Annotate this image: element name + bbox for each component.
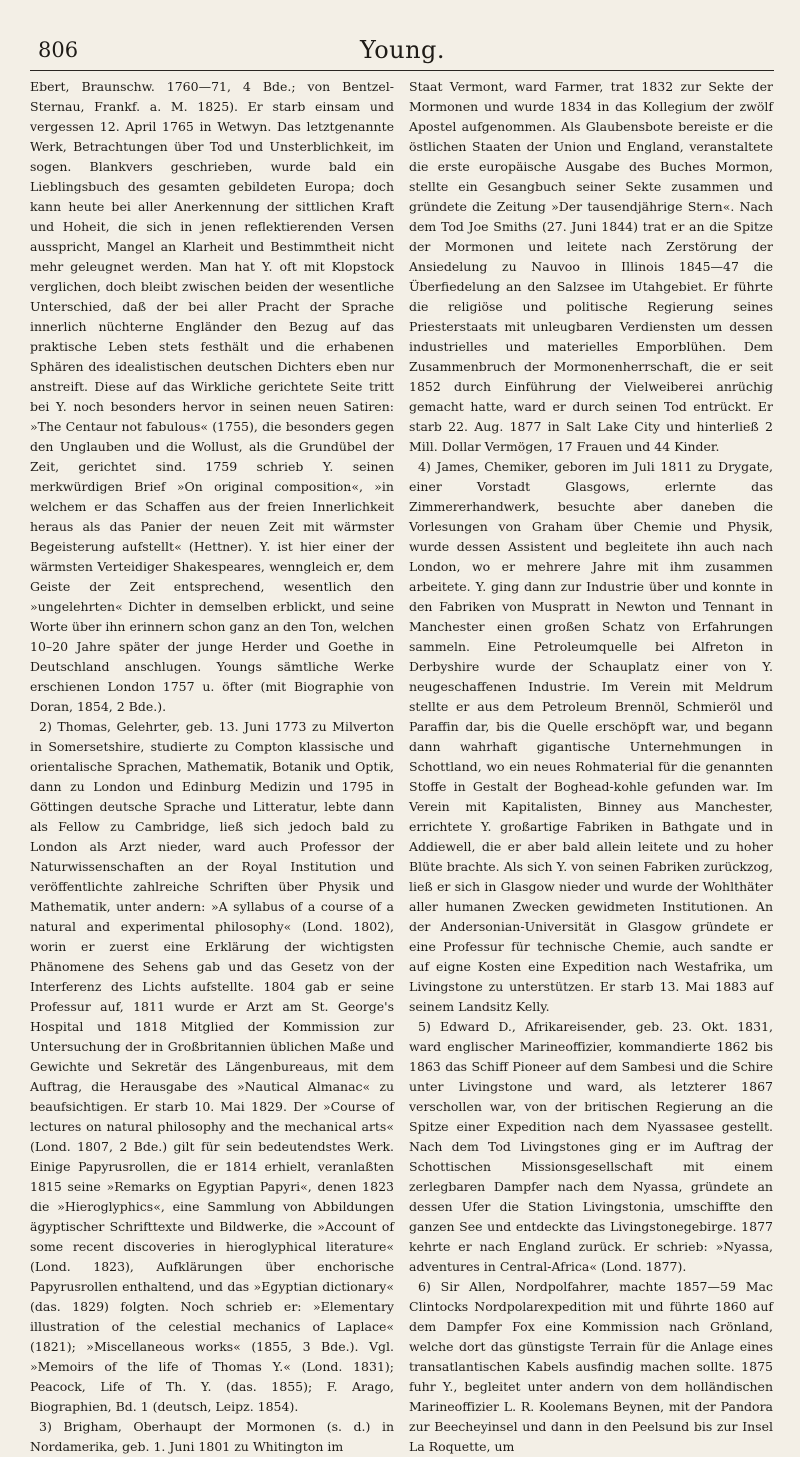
entry-paragraph: Staat Vermont, ward Farmer, trat 1832 zur Sekte der Mormonen und wurde 1834 in das Kollegium der zwölf Apostel aufgenommen. Als Glaubensbote bereiste er die östlichen Staaten der Union und England, veranstaltete die erste europäische Ausgabe des Buches Mormon, stellte ein Gesangbuch seiner Sekte zusammen und gründete die Zeitung »Der tausendjährige Stern«. Nach dem Tod Joe Smiths (27. Juni 1844) trat er an die Spitze der Mormonen und leitete nach Zerstörung der Ansiedelung zu Nauvoo in Illinois 1845—47 die Überfiedelung an den Salzsee im Utahgebiet. Er führte die religiöse und politische Regierung seines Priesterstaats mit unleugbaren Verdiensten um dessen industrielles und materielles Emporblühen. Dem Zusammenbruch der Mormonenherrschaft, die er seit 1852 durch Einführung der Vielweiberei anrüchig gemacht hatte, ward er durch seinen Tod entrückt. Er starb 22. Aug. 1877 in Salt Lake City und hinterließ 2 Mill. Dollar Vermögen, 17 Frauen und 44 Kinder. — [409, 79, 773, 454]
left-column — [30, 77, 394, 1454]
text-columns — [30, 77, 773, 1454]
page-number: 806 — [38, 38, 79, 62]
entry-paragraph: Ebert, Braunschw. 1760—71, 4 Bde.; von Bentzel-Sternau, Frankf. a. M. 1825). Er starb einsam und vergessen 12. April 1765 in Wetwyn. Das letztgenannte Werk, Betrachtungen über Tod und Unsterblichkeit, im sogen. Blankvers geschrieben, wurde bald ein Lieblingsbuch des gesamten gebildeten Europa; doch kann heute bei aller Anerkennung der sittlichen Kraft und Hoheit, die sich in jenen reflektierenden Versen ausspricht, Mangel an Klarheit und Bestimmtheit nicht mehr geleugnet werden. Man hat Y. oft mit Klopstock verglichen, doch bleibt zwischen beiden der wesentliche Unterschied, daß der bei aller Pracht der Sprache innerlich nüchterne Engländer den Bezug auf das praktische Leben stets festhält und die erhabenen Sphären des idealistischen deutschen Dichters eben nur anstreift. Diese auf das Wirkliche gerichtete Seite tritt bei Y. noch besonders hervor in seinen neuen Satiren: »The Centaur not fabulous« (1755), die besonders gegen den Unglauben und die Wollust, als die Grundübel der Zeit, gerichtet sind. 1759 schrieb Y. seinen merkwürdigen Brief »On original composition«, »in welchem er das Schaffen aus der freien Innerlichkeit heraus als das Panier der neuen Zeit mit wärmster Begeisterung aufstellt« (Hettner). Y. ist hier einer der wärmsten Verteidiger Shakespeares, wenngleich er, dem Geiste der Zeit entsprechend, wesentlich den »ungelehrten« Dichter in demselben erblickt, und seine Worte über ihn erinnern schon ganz an den Ton, welchen 10–20 Jahre später der junge Herder und Goethe in Deutschland anschlugen. Youngs sämtliche Werke erschienen London 1757 u. öfter (mit Biographie von Doran, 1854, 2 Bde.). — [30, 79, 394, 714]
right-column — [409, 77, 773, 1454]
entry-edward: 5) Edward D., Afrikareisender, geb. 23. Okt. 1831, ward englischer Marineoffizier, kommandierte 1862 bis 1863 das Schiff Pioneer auf dem Sambesi und die Schire unter Livingstone und ward, als letzterer 1867 verschollen war, von der britischen Regierung an die Spitze einer Expedition nach dem Nyassasee gestellt. Nach dem Tod Livingstones ging er im Auftrag der Schottischen Missionsgesellschaft mit einem zerlegbaren Dampfer nach dem Nyassa, gründete an dessen Ufer die Station Livingstonia, umschiffte den ganzen See und entdeckte das Livingstonegebirge. 1877 kehrte er nach England zurück. Er schrieb: »Nyassa, adventures in Central-Africa« (Lond. 1877). — [409, 1019, 773, 1274]
header-rule — [30, 70, 774, 71]
running-title: Young. — [359, 36, 446, 64]
page-header — [38, 38, 767, 68]
entry-allen: 6) Sir Allen, Nordpolfahrer, machte 1857—59 Mac Clintocks Nordpolarexpedition mit und führte 1860 auf dem Dampfer Fox eine Kommission nach Grönland, welche dort das günstigste Terrain für die Anlage eines transatlantischen Kabels ausfindig machen sollte. 1875 fuhr Y., begleitet unter andern von dem holländischen Marineoffizier L. R. Koolemans Beynen, mit der Pandora zur Beecheyinsel und dann in den Peelsund bis zur Insel La Roquette, um — [409, 1279, 773, 1454]
entry-brigham: 3) Brigham, Oberhaupt der Mormonen (s. d.) in Nordamerika, geb. 1. Juni 1801 zu Whitington im — [30, 1419, 394, 1454]
entry-thomas: 2) Thomas, Gelehrter, geb. 13. Juni 1773 zu Milverton in Somersetshire, studierte zu Compton klassische und orientalische Sprachen, Mathematik, Botanik und Optik, dann zu London und Edinburg Medizin und 1795 in Göttingen deutsche Sprache und Litteratur, lebte dann als Fellow zu Cambridge, ließ sich jedoch bald zu London als Arzt nieder, ward auch Professor der Naturwissenschaften an der Royal Institution und veröffentlichte zahlreiche Schriften über Physik und Mathematik, unter andern: »A syllabus of a course of a natural and experimental philosophy« (Lond. 1802), worin er zuerst eine Erklärung der wichtigsten Phänomene des Sehens gab und das Gesetz von der Interferenz des Lichts aufstellte. 1804 gab er seine Professur auf, 1811 wurde er Arzt am St. George's Hospital und 1818 Mitglied der Kommission zur Untersuchung der in Großbritannien üblichen Maße und Gewichte und Sekretär des Längenbureaus, mit dem Auftrag, die Herausgabe des »Nautical Almanac« zu beaufsichtigen. Er starb 10. Mai 1829. Der »Course of lectures on natural philosophy and the mechanical arts« (Lond. 1807, 2 Bde.) gilt für sein bedeutendstes Werk. Einige Papyrusrollen, die er 1814 erhielt, veranlaßten 1815 seine »Remarks on Egyptian Papyri«, denen 1823 die »Hieroglyphics«, eine Sammlung von Abbildungen ägyptischer Schrifttexte und Bildwerke, die »Account of some recent discoveries in hieroglyphical literature« (Lond. 1823), Aufklärungen über enchorische Papyrusrollen enthaltend, und das »Egyptian dictionary« (das. 1829) folgten. Noch schrieb er: »Elementary illustration of the celestial mechanics of Laplace« (1821); »Miscellaneous works« (1855, 3 Bde.). Vgl. »Memoirs of the life of Thomas Y.« (Lond. 1831); Peacock, Life of Th. Y. (das. 1855); F. Arago, Biographien, Bd. 1 (deutsch, Leipz. 1854). — [30, 719, 394, 1414]
entry-james: 4) James, Chemiker, geboren im Juli 1811 zu Drygate, einer Vorstadt Glasgows, erlernte das Zimmererhandwerk, besuchte aber daneben die Vorlesungen von Graham über Chemie und Physik, wurde dessen Assistent und begleitete ihn auch nach London, wo er mehrere Jahre mit ihm zusammen arbeitete. Y. ging dann zur Industrie über und konnte in den Fabriken von Muspratt in Newton und Tennant in Manchester einen großen Schatz von Erfahrungen sammeln. Eine Petroleumquelle bei Alfreton in Derbyshire wurde der Schauplatz einer von Y. neugeschaffenen Industrie. Im Verein mit Meldrum stellte er aus dem Petroleum Brennöl, Schmieröl und Paraffin dar, bis die Quelle erschöpft war, und begann dann wahrhaft gigantische Unternehmungen in Schottland, wo ein neues Rohmaterial für die genannten Stoffe in Gestalt der Boghead-kohle gefunden war. Im Verein mit Kapitalisten, Binney aus Manchester, errichtete Y. großartige Fabriken in Bathgate und in Addiewell, die er aber bald allein leitete und zu hoher Blüte brachte. Als sich Y. von seinen Fabriken zurückzog, ließ er sich in Glasgow nieder und wurde der Wohlthäter aller humanen Zwecken gewidmeten Institutionen. An der Andersonian-Universität in Glasgow gründete er eine Professur für technische Chemie, auch sandte er auf eigne Kosten eine Expedition nach Westafrika, um Livingstone zu unterstützen. Er starb 13. Mai 1883 auf seinem Landsitz Kelly. — [409, 459, 773, 1014]
